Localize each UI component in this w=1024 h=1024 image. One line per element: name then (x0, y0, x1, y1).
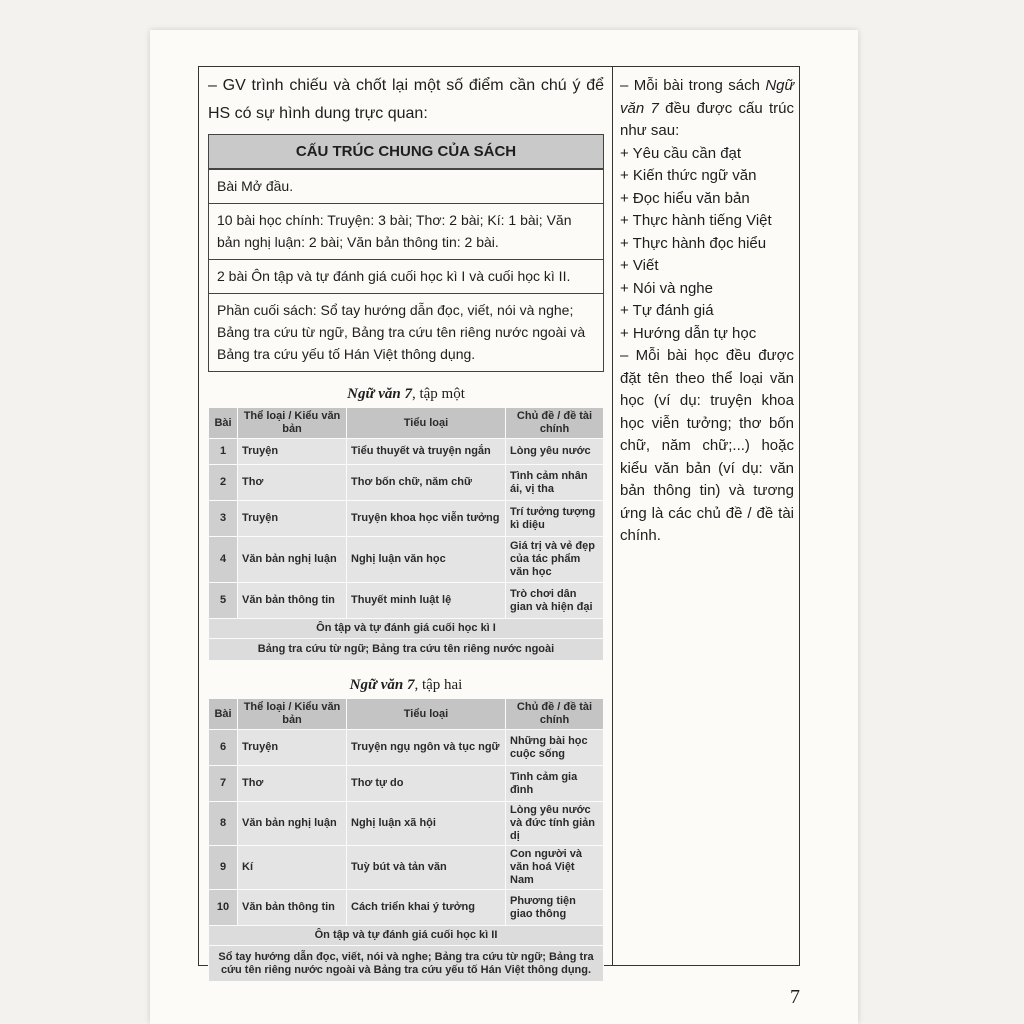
page-number: 7 (790, 986, 800, 1008)
table-row (209, 802, 604, 846)
subgenre: Thơ tự do (347, 766, 506, 802)
list-item: + Kiến thức ngữ văn (620, 167, 757, 184)
topic: Phương tiện giao thông (506, 890, 604, 926)
subgenre: Nghị luận xã hội (347, 802, 506, 846)
lesson-number: 6 (209, 730, 238, 766)
structure-row: Bài Mở đầu. (209, 169, 603, 203)
lesson-number: 3 (209, 501, 238, 537)
vol1-caption (208, 386, 604, 403)
list-item: + Đọc hiểu văn bản (620, 189, 750, 207)
genre: Truyện (238, 730, 347, 766)
topic: Giá trị và vẻ đẹp của tác phẩm văn học (506, 537, 604, 583)
subgenre: Nghị luận văn học (347, 537, 506, 583)
col-header: Chủ đề / đề tài chính (506, 699, 604, 730)
topic: Lòng yêu nước (506, 439, 604, 465)
list-item: + Thực hành đọc hiểu (620, 234, 767, 252)
genre: Kí (238, 846, 347, 890)
intro-text: – GV trình chiếu và chốt lại một số điểm cần chú ý để HS có sự hình dung trực quan: (208, 77, 604, 122)
subgenre: Truyện ngụ ngôn và tục ngữ (347, 730, 506, 766)
list-item: + Viết (620, 257, 659, 274)
lesson-number: 2 (209, 465, 238, 501)
list-item: + Yêu cầu cần đạt (620, 144, 742, 162)
lesson-number: 8 (209, 802, 238, 846)
subgenre: Truyện khoa học viễn tưởng (347, 501, 506, 537)
table-header-row (209, 699, 604, 730)
vol1-caption-rest: , tập một (411, 386, 465, 402)
table-row (209, 766, 604, 802)
list-item: + Hướng dẫn tự học (620, 324, 757, 342)
column-divider (612, 66, 613, 966)
lesson-number: 10 (209, 890, 238, 926)
vol1-table (208, 407, 604, 661)
appendix-row: Sổ tay hướng dẫn đọc, viết, nói và nghe; Bảng tra cứu từ ngữ; Bảng tra cứu tên riêng nước ngoài và Bảng tra cứu yếu tố Hán Việt thông dụng. (209, 946, 604, 982)
lesson-number: 9 (209, 846, 238, 890)
table-row (209, 583, 604, 619)
vol2-caption-book: Ngữ văn 7 (349, 677, 415, 693)
right-paragraph-1 (620, 75, 794, 143)
table-row (209, 639, 604, 661)
structure-row: 2 bài Ôn tập và tự đánh giá cuối học kì I và cuối học kì II. (209, 259, 603, 293)
vol2-table (208, 698, 604, 982)
genre: Thơ (238, 766, 347, 802)
col-header: Chủ đề / đề tài chính (506, 408, 604, 439)
structure-box (208, 134, 604, 372)
review-row: Ôn tập và tự đánh giá cuối học kì II (209, 926, 604, 946)
right-paragraph-2: – Mỗi bài học đều được đặt tên theo thể loại văn học (ví dụ: truyện khoa học viễn tưởng; thơ bốn chữ, năm chữ;...) hoặc kiểu văn bản (ví dụ: văn bản thông tin) và tương ứng là các chủ đề / đề tài chính. (620, 347, 794, 544)
structure-title: CẤU TRÚC CHUNG CỦA SÁCH (209, 135, 603, 169)
genre: Truyện (238, 439, 347, 465)
genre: Văn bản nghị luận (238, 537, 347, 583)
topic: Tình cảm gia đình (506, 766, 604, 802)
structure-row: 10 bài học chính: Truyện: 3 bài; Thơ: 2 bài; Kí: 1 bài; Văn bản nghị luận: 2 bài; Văn bản thông tin: 2 bài. (209, 203, 603, 259)
topic: Trò chơi dân gian và hiện đại (506, 583, 604, 619)
topic: Trí tưởng tượng kì diệu (506, 501, 604, 537)
col-header: Bài (209, 408, 238, 439)
list-item: + Tự đánh giá (620, 302, 714, 319)
appendix-row: Bảng tra cứu từ ngữ; Bảng tra cứu tên riêng nước ngoài (209, 639, 604, 661)
topic: Lòng yêu nước và đức tính giản dị (506, 802, 604, 846)
right-column (620, 75, 794, 548)
subgenre: Tuỳ bút và tản văn (347, 846, 506, 890)
table-row (209, 730, 604, 766)
topic: Những bài học cuộc sống (506, 730, 604, 766)
col-header: Bài (209, 699, 238, 730)
genre: Văn bản thông tin (238, 890, 347, 926)
subgenre: Tiểu thuyết và truyện ngắn (347, 439, 506, 465)
col-header: Tiểu loại (347, 408, 506, 439)
vol2-caption (208, 677, 604, 694)
right-p1-end: đều được cấu trúc như sau: (620, 99, 795, 139)
table-row (209, 537, 604, 583)
vol2-caption-rest: , tập hai (414, 677, 463, 693)
genre: Văn bản thông tin (238, 583, 347, 619)
review-row: Ôn tập và tự đánh giá cuối học kì I (209, 619, 604, 639)
lesson-number: 7 (209, 766, 238, 802)
lesson-number: 1 (209, 439, 238, 465)
table-row (209, 501, 604, 537)
lesson-number: 4 (209, 537, 238, 583)
subgenre: Thơ bốn chữ, năm chữ (347, 465, 506, 501)
left-column (208, 72, 604, 982)
topic: Tình cảm nhân ái, vị tha (506, 465, 604, 501)
table-row (209, 619, 604, 639)
table-row (209, 465, 604, 501)
col-header: Tiểu loại (347, 699, 506, 730)
subgenre: Cách triển khai ý tưởng (347, 890, 506, 926)
topic: Con người và văn hoá Việt Nam (506, 846, 604, 890)
right-p1-start: – Mỗi bài trong sách (620, 77, 766, 94)
col-header: Thể loại / Kiểu văn bản (238, 408, 347, 439)
structure-row: Phần cuối sách: Sổ tay hướng dẫn đọc, viết, nói và nghe; Bảng tra cứu từ ngữ, Bảng tra cứu tên riêng nước ngoài và Bảng tra cứu yếu tố Hán Việt thông dụng. (209, 293, 603, 371)
genre: Văn bản nghị luận (238, 802, 347, 846)
subgenre: Thuyết minh luật lệ (347, 583, 506, 619)
vol1-caption-book: Ngữ văn 7 (347, 386, 412, 402)
lesson-number: 5 (209, 583, 238, 619)
list-item: + Nói và nghe (620, 279, 713, 297)
genre: Thơ (238, 465, 347, 501)
right-p1-book: Ngữ văn 7 (620, 77, 794, 117)
genre: Truyện (238, 501, 347, 537)
table-row (209, 926, 604, 946)
col-header: Thể loại / Kiểu văn bản (238, 699, 347, 730)
table-row (209, 890, 604, 926)
table-row (209, 846, 604, 890)
table-row (209, 439, 604, 465)
table-header-row (209, 408, 604, 439)
list-item: + Thực hành tiếng Việt (620, 212, 772, 229)
table-row (209, 946, 604, 982)
